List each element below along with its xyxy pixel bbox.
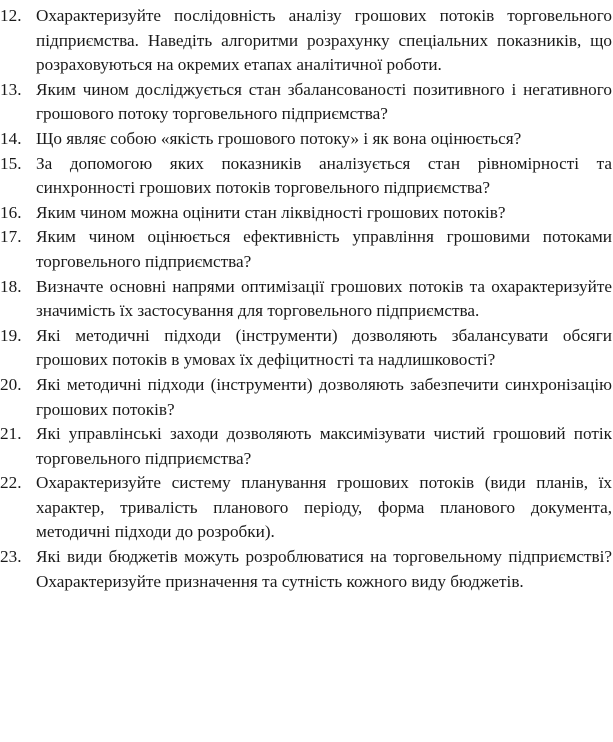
question-item <box>0 4 613 78</box>
question-number: 22. <box>0 473 22 493</box>
question-text: Які методичні підходи (інструменти) дозволяють збалансувати обсяги грошових потоків в умовах їх дефіцитності та надлишковості? <box>36 325 612 370</box>
question-number: 23. <box>0 547 22 567</box>
question-item <box>0 324 613 373</box>
question-item <box>0 225 613 274</box>
question-text: Яким чином оцінюється ефективність управління грошовими потоками торговельного підприємства? <box>36 227 612 271</box>
question-item <box>0 471 613 545</box>
question-item <box>0 422 613 471</box>
question-number: 19. <box>0 325 22 345</box>
question-item <box>0 545 613 594</box>
question-text: Визначте основні напрями оптимізації грошових потоків та охарактеризуйте значимість їх застосування для торговельного підприємства. <box>36 276 612 321</box>
question-number: 15. <box>0 153 22 173</box>
question-item <box>0 275 613 324</box>
question-text: Які методичні підходи (інструменти) дозволяють забезпечити синхронізацію грошових потоків? <box>36 374 612 419</box>
question-text: Яким чином досліджується стан збалансованості позитивного і негативного грошового потоку торговельного підприємства? <box>36 79 612 124</box>
question-item <box>0 373 613 422</box>
question-text: Яким чином можна оцінити стан ліквідності грошових потоків? <box>36 202 506 222</box>
question-text: За допомогою яких показників аналізується стан рівномірності та синхронності грошових потоків торговельного підприємства? <box>36 153 612 198</box>
question-text: Які види бюджетів можуть розроблюватися на торговельному підприємстві? Охарактеризуйте призначення та сутність кожного виду бюджетів. <box>36 547 612 591</box>
question-text: Що являє собою «якість грошового потоку» і як вона оцінюється? <box>36 128 522 148</box>
question-list <box>0 4 613 594</box>
question-number: 13. <box>0 79 22 99</box>
question-number: 18. <box>0 276 22 296</box>
question-number: 17. <box>0 227 22 247</box>
question-item <box>0 201 613 226</box>
question-text: Які управлінські заходи дозволяють максимізувати чистий грошовий потік торговельного підприємства? <box>36 424 612 468</box>
question-item <box>0 78 613 127</box>
question-text: Охарактеризуйте послідовність аналізу грошових потоків торговельного підприємства. Наведіть алгоритми розрахунку спеціальних показників, що розраховуються на окремих етапах аналітичної роботи. <box>36 6 612 75</box>
question-number: 20. <box>0 374 22 394</box>
question-number: 14. <box>0 128 22 148</box>
question-item <box>0 127 613 152</box>
question-item <box>0 152 613 201</box>
question-text: Охарактеризуйте систему планування грошових потоків (види планів, їх характер, тривалість планового періоду, форма планового документа, методичні підходи до розробки). <box>36 473 612 542</box>
question-number: 21. <box>0 424 22 444</box>
question-number: 12. <box>0 6 22 25</box>
question-number: 16. <box>0 202 22 222</box>
